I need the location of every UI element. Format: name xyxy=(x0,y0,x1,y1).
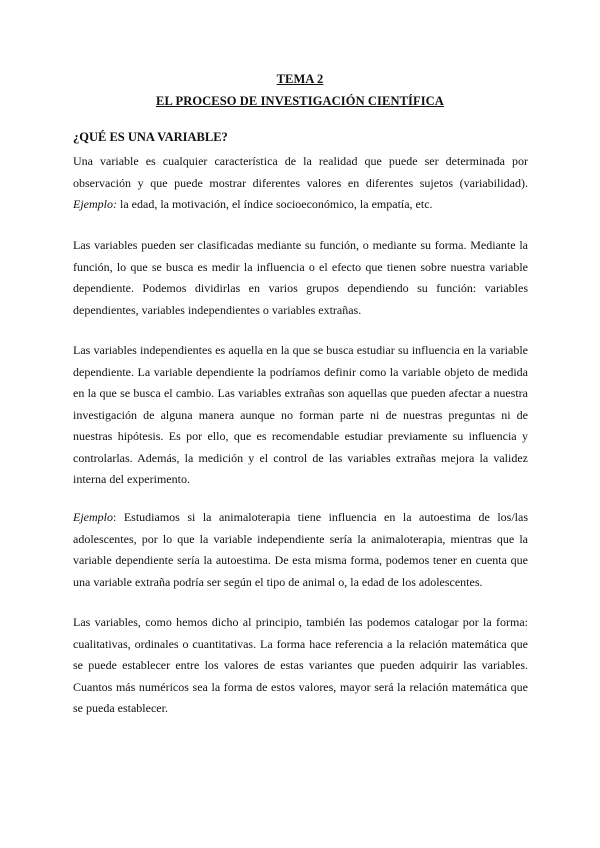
example-label: Ejemplo xyxy=(73,510,113,524)
document-title-topic: TEMA 2 xyxy=(276,72,324,86)
paragraph-definition xyxy=(73,151,528,216)
paragraph-text: Una variable es cualquier característica de la realidad que puede ser determinada por observación y que puede mostrar diferentes valores en diferentes sujetos (variabilidad). xyxy=(73,154,528,190)
paragraph-form: Las variables, como hemos dicho al principio, también las podemos catalogar por la forma: cualitativas, ordinales o cuantitativas. La forma hace referencia a la relación matemática que se puede establecer entre los valores de estas variantes que pueden adquirir las variables. Cuantos más numéricos sea la forma de estos valores, mayor será la relación matemática que se pueda establecer. xyxy=(73,615,528,715)
example-text: : Estudiamos si la animaloterapia tiene influencia en la autoestima de los/las adolescentes, por lo que la variable independiente sería la animaloterapia, mientras que la variable dependiente sería la autoestima. De esta misma forma, podemos tener en cuenta que una variable extraña podría ser según el tipo de animal o, la edad de los adolescentes. xyxy=(73,510,528,589)
example-label: Ejemplo: xyxy=(73,197,117,211)
paragraph-variable-types: Las variables independientes es aquella en la que se busca estudiar su influencia en la variable dependiente. La variable dependiente la podríamos definir como la variable objeto de medida en la que se busca el cambio. Las variables extrañas son aquellas que pueden afectar a nuestra investigación de alguna manera aunque no forman parte ni de nuestras preguntas ni de nuestras hipótesis. Es por ello, que es recomendable estudiar previamente su influencia y controlarlas. Además, la medición y el control de las variables extrañas mejora la validez interna del experimento. xyxy=(73,343,528,486)
example-text: la edad, la motivación, el índice socioeconómico, la empatía, etc. xyxy=(117,197,433,211)
paragraph-classification: Las variables pueden ser clasificadas mediante su función, o mediante su forma. Mediante la función, lo que se busca es medir la influencia o el efecto que tienen sobre nuestra variable dependiente. Podemos dividirlas en varios grupos dependiendo su función: variables dependientes, variables independientes o variables extrañas. xyxy=(73,238,528,317)
section-heading: ¿QUÉ ES UNA VARIABLE? xyxy=(73,130,228,144)
paragraph-example xyxy=(73,507,528,593)
document-title: EL PROCESO DE INVESTIGACIÓN CIENTÍFICA xyxy=(156,94,444,108)
